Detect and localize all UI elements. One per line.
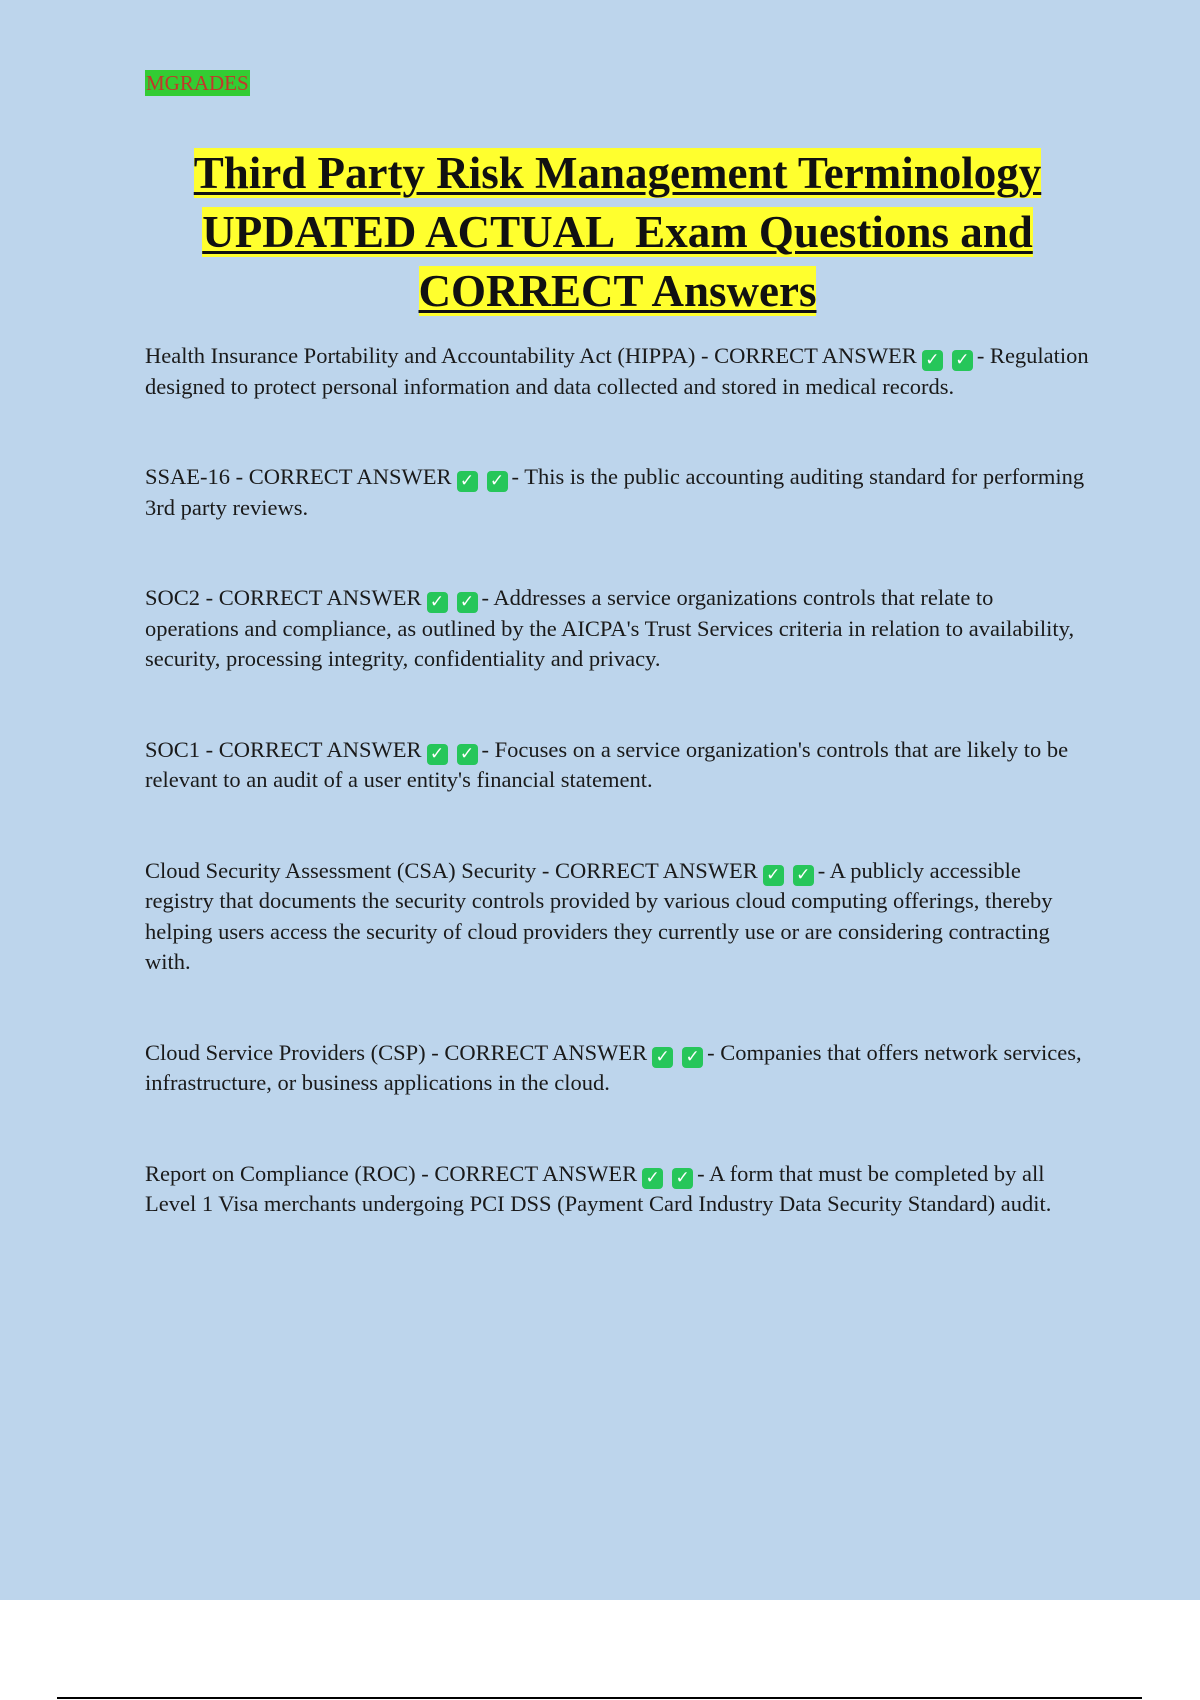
document-body	[145, 70, 1090, 1280]
qa-term: SSAE-16 -	[145, 464, 244, 489]
check-box-icon	[487, 471, 508, 492]
qa-item	[145, 583, 1090, 675]
answer-marker: CORRECT ANSWER	[248, 464, 452, 489]
footer-divider	[57, 1697, 1142, 1699]
qa-list	[145, 341, 1090, 1220]
answer-marker: CORRECT ANSWER	[218, 736, 422, 762]
qa-term: Cloud Security Assessment (CSA) Security -	[145, 857, 550, 883]
check-box-icon	[652, 1047, 673, 1068]
qa-term: Cloud Service Providers (CSP) -	[145, 1039, 439, 1065]
check-box-icon	[642, 1168, 663, 1189]
check-box-icon	[457, 744, 478, 765]
qa-definition: - This is the public accounting auditing standard for performing 3rd party reviews.	[145, 464, 1085, 520]
qa-definition: - Addresses a service organizations controls that relate to operations and compliance, as outlined by the AICPA's Trust Services criteria in relation to availability, security, processing integrity, confidentiality and privacy.	[145, 585, 1075, 671]
qa-definition: - A publicly accessible registry that documents the security controls provided by various cloud computing offerings, thereby helping users access the security of cloud providers they currently use or are considering contracting with.	[145, 857, 1053, 974]
qa-item	[145, 856, 1090, 978]
qa-item	[145, 1038, 1090, 1099]
check-box-icon	[427, 744, 448, 765]
check-box-icon	[457, 592, 478, 613]
qa-term: Report on Compliance (ROC) -	[145, 1160, 429, 1186]
check-box-icon	[922, 350, 943, 371]
check-box-icon	[763, 865, 784, 886]
answer-marker: CORRECT ANSWER	[434, 1160, 638, 1186]
answer-marker: CORRECT ANSWER	[714, 343, 917, 368]
qa-term: SOC2 -	[145, 585, 214, 610]
qa-definition: - Companies that offers network services, infrastructure, or business applications in the cloud.	[145, 1039, 1082, 1095]
qa-item	[145, 341, 1090, 402]
qa-term: Health Insurance Portability and Accountability Act (HIPPA) -	[145, 343, 709, 368]
check-box-icon	[672, 1168, 693, 1189]
title-line-3: CORRECT Answers	[418, 266, 817, 316]
answer-marker: CORRECT ANSWER	[444, 1039, 648, 1065]
qa-item	[145, 735, 1090, 796]
check-box-icon	[427, 592, 448, 613]
check-box-icon	[682, 1047, 703, 1068]
qa-definition: - Regulation designed to protect personal information and data collected and stored in medical records.	[145, 343, 1089, 399]
check-box-icon	[457, 471, 478, 492]
qa-definition: - Focuses on a service organization's controls that are likely to be relevant to an audit of a user entity's financial statement.	[145, 736, 1069, 792]
page-title	[145, 144, 1090, 321]
title-line-2: UPDATED ACTUAL Exam Questions and	[202, 207, 1033, 257]
qa-item	[145, 462, 1090, 523]
check-box-icon	[952, 350, 973, 371]
check-box-icon	[793, 865, 814, 886]
qa-definition: - A form that must be completed by all Level 1 Visa merchants undergoing PCI DSS (Payment Card Industry Data Security Standard) audit.	[145, 1160, 1052, 1216]
brand-label: MGRADES	[146, 71, 249, 95]
title-line-1: Third Party Risk Management Terminology	[193, 148, 1042, 198]
answer-marker: CORRECT ANSWER	[554, 857, 758, 883]
qa-term: SOC1 -	[145, 736, 214, 762]
qa-item	[145, 1159, 1090, 1220]
answer-marker: CORRECT ANSWER	[218, 585, 422, 610]
